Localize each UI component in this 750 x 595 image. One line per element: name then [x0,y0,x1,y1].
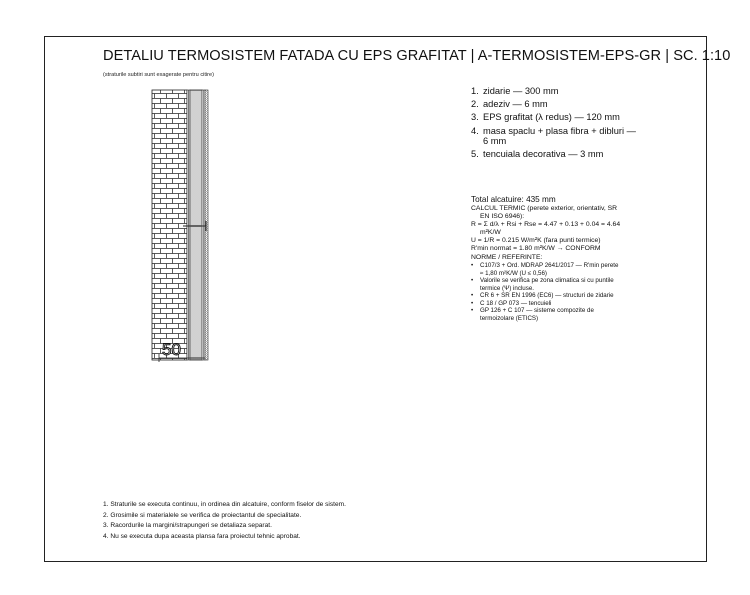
layer-item: 3. EPS grafitat (λ redus) — 120 mm [471,112,620,123]
total-thickness: Total alcatuire: 435 mm [471,195,556,204]
dimension-label: 50 [162,340,181,359]
layer-list [471,86,641,162]
general-notes [103,500,346,542]
norms-title: NORME / REFERINTE: [471,254,543,261]
note-item: 2. Grosimile si materialele se verifica de proiectantul de specialitate. [103,511,302,519]
norms-list [471,262,621,322]
drawing-title: DETALIU TERMOSISTEM FATADA CU EPS GRAFITAT | A-TERMOSISTEM-EPS-GR | SC. 1:10 [103,48,731,64]
thermal-info [471,195,621,322]
eps-layer [190,90,202,360]
layer-item: 4. masa spaclu + plasa fibra + dibluri — 6 mm [471,125,636,146]
calc-line: R = Σ d/λ + Rsi + Rse = 4.47 + 0.13 + 0.04 = 4.64 m²K/W [471,221,621,236]
norm-item: • GP 126 + C 107 — sisteme compozite de termoizolare (ETICS) [471,307,621,322]
drawing-subtitle: (straturile subtiri sunt exagerate pentru citire) [103,72,214,78]
calc-line: U = 1/R = 0.215 W/m²K (fara punti termice) [471,237,601,244]
wall-section-drawing [145,88,225,368]
note-item: 4. Nu se executa dupa aceasta plansa fara proiectul tehnic aprobat. [103,532,301,540]
norm-item: • C107/3 + Ord. MDRAP 2641/2017 — R'min perete ≈ 1,80 m²K/W (U ≤ 0,56) [471,262,621,277]
layer-item: 1. zidarie — 300 mm [471,86,559,96]
masonry-layer [152,90,187,360]
layer-item: 2. adeziv — 6 mm [471,99,548,110]
norm-item: • Valorile se verifica pe zona climatica si cu puntile termice (Ψ) incluse. [471,277,621,292]
norm-item: • C 18 / GP 073 — tencuieli [471,300,621,308]
note-item: 3. Racordurile la margini/strapungeri se detaliaza separat. [103,522,272,530]
note-item: 1. Straturile se executa continuu, in ordinea din alcatuire, conform fiselor de sistem. [103,501,346,508]
norm-item: • CR 6 + SR EN 1996 (EC6) — structuri de zidarie [471,292,621,300]
layer-item: 5. tencuiala decorativa — 3 mm [471,149,604,160]
calc-line: R'min normat = 1.80 m²K/W → CONFORM [471,245,601,252]
calc-title: CALCUL TERMIC (perete exterior, orientativ, SR EN ISO 6946): [471,205,618,220]
